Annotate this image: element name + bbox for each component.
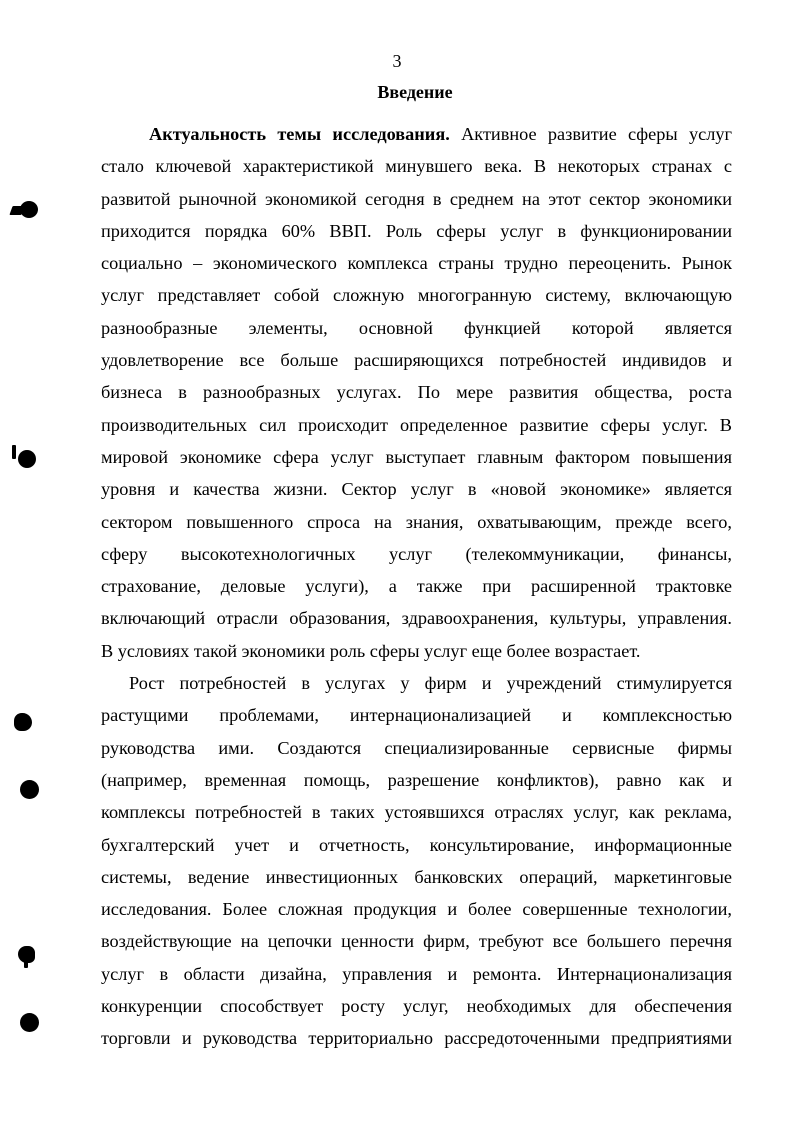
text-line: удовлетворение все больше расширяющихся потребностей индивидов и (101, 350, 732, 371)
text-line: Рост потребностей в услугах у фирм и учреждений стимулируется (129, 673, 732, 694)
punch-hole-mark (24, 960, 28, 968)
bold-lead-phrase: Актуальность темы исследования. (149, 124, 450, 144)
text-line: услуг представляет собой сложную многогранную систему, включающую (101, 285, 732, 306)
text-line: (например, временная помощь, разрешение конфликтов), равно как и (101, 769, 732, 790)
body-text (101, 118, 732, 1055)
text-line: услуг в области дизайна, управления и ремонта. Интернационализация (101, 963, 732, 984)
text-line: руководства ими. Создаются специализированные сервисные фирмы (101, 737, 732, 758)
punch-hole-mark (14, 713, 32, 731)
punch-hole-mark (20, 1013, 39, 1032)
text-line (101, 118, 732, 150)
punch-hole-mark (18, 450, 36, 468)
text-line: стало ключевой характеристикой минувшего века. В некоторых странах с (101, 156, 732, 177)
text-line: конкуренции способствует росту услуг, необходимых для обеспечения (101, 996, 732, 1017)
text-line: развитой рыночной экономикой сегодня в среднем на этот сектор экономики (101, 188, 732, 209)
text-line: приходится порядка 60% ВВП. Роль сферы услуг в функционировании (101, 220, 732, 241)
page-number: 3 (392, 51, 402, 71)
text-line: мировой экономике сфера услуг выступает главным фактором повышения (101, 446, 732, 467)
text-line: растущими проблемами, интернационализацией и комплексностью (101, 705, 732, 726)
text-line: социально – экономического комплекса страны трудно переоценить. Рынок (101, 253, 732, 274)
text-line-content: Активное развитие сферы услуг (449, 124, 733, 144)
text-line: комплексы потребностей в таких устоявшихся отраслях услуг, как реклама, (101, 802, 732, 823)
paragraph-relevance (101, 118, 732, 667)
text-line: бухгалтерский учет и отчетность, консультирование, информационные (101, 834, 732, 855)
text-line: системы, ведение инвестиционных банковских операций, маркетинговые (101, 866, 732, 887)
punch-hole-mark (12, 445, 16, 459)
text-line: производительных сил происходит определенное развитие сферы услуг. В (101, 414, 732, 435)
text-line: В условиях такой экономики роль сферы услуг еще более возрастает. (101, 640, 641, 661)
text-line: исследования. Более сложная продукция и более совершенные технологии, (101, 899, 732, 920)
text-line: бизнеса в разнообразных услугах. По мере развития общества, роста (101, 382, 732, 403)
section-heading: Введение (377, 82, 453, 102)
text-line: включающий отрасли образования, здравоохранения, культуры, управления. (101, 608, 732, 629)
text-line: разнообразные элементы, основной функцией которой является (101, 317, 732, 338)
text-line: уровня и качества жизни. Сектор услуг в «новой экономике» является (101, 479, 732, 500)
text-line: воздействующие на цепочки ценности фирм, требуют все большего перечня (101, 931, 732, 952)
text-line: страхование, деловые услуги), а также при расширенной трактовке (101, 576, 732, 597)
paragraph-demand-growth (101, 667, 732, 1055)
text-line: сферу высокотехнологичных услуг (телекоммуникации, финансы, (101, 543, 732, 564)
text-line: торговли и руководства территориально рассредоточенными предприятиями (101, 1028, 732, 1049)
text-line: сектором повышенного спроса на знания, охватывающим, прежде всего, (101, 511, 732, 532)
punch-hole-mark (20, 780, 39, 799)
